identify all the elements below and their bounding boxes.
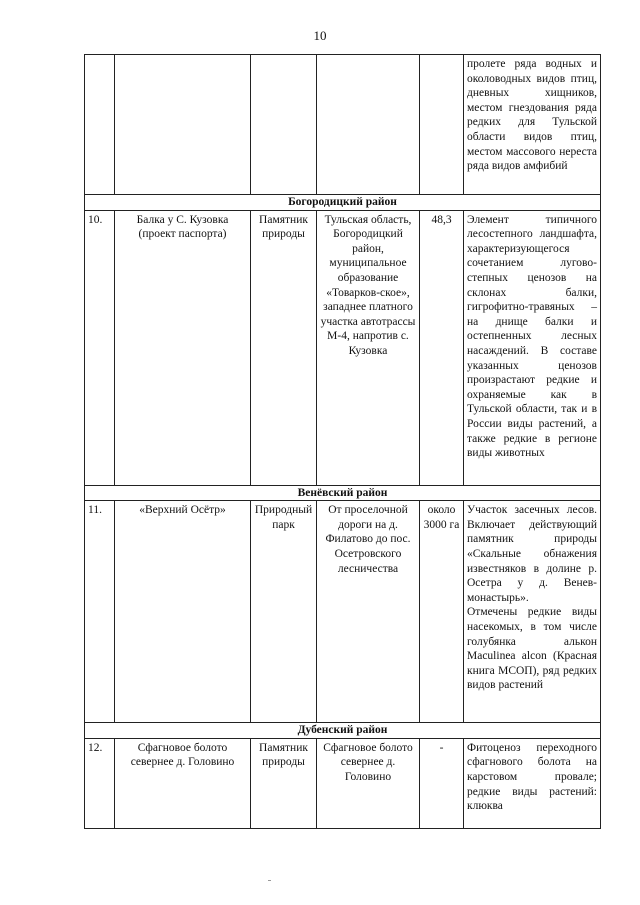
description-cell — [464, 501, 601, 723]
location-cell: От проселочной дороги на д. Филатово до пос. Осетровского лесничества — [317, 501, 420, 723]
area-cell: около 3000 га — [420, 501, 464, 723]
category-cell — [251, 55, 317, 195]
description-paragraph: Отмечены редкие виды насекомых, в том числе голубянка алькон Maculinea alcon (Красная книга МСОП), ряд редких видов растений — [467, 606, 597, 692]
num-cell: 12. — [85, 738, 115, 828]
num-cell: 11. — [85, 501, 115, 723]
protected-areas-table — [84, 54, 601, 829]
description-cell: Фитоценоз переходного сфагнового болота на карстовом провале; редкие виды растений: клюква — [464, 738, 601, 828]
location-cell: Тульская область, Богородицкий район, муниципальное образование «Товарков-ское», западнее платного участка автотрассы М-4, напротив с. Кузовка — [317, 210, 420, 485]
district-header-row — [85, 485, 601, 501]
name-cell: Сфагновое болото севернее д. Головино — [115, 738, 251, 828]
location-cell: Сфагновое болото севернее д. Головино — [317, 738, 420, 828]
district-title: Богородицкий район — [85, 195, 601, 211]
table-row — [85, 738, 601, 828]
page-number: 10 — [313, 28, 327, 43]
district-title: Дубенский район — [85, 723, 601, 739]
description-cell: пролете ряда водных и околоводных видов птиц, дневных хищников, местом гнездования ряда редких для Тульской области видов птиц, местом массового нереста ряда видов амфибий — [464, 55, 601, 195]
description-cell: Элемент типичного лесостепного ландшафта, характеризующегося сочетанием лугово-степных ценозов на склонах балки, гигрофитно-травяных – на днище балки и остепненных лесных насаждений. В составе указанных ценозов произрастают редкие и охраняемые как в Тульской области, так и в России виды растений, а также редкие в регионе виды животных — [464, 210, 601, 485]
district-header-row — [85, 195, 601, 211]
area-cell: - — [420, 738, 464, 828]
table-row — [85, 55, 601, 195]
category-cell: Природный парк — [251, 501, 317, 723]
area-cell — [420, 55, 464, 195]
num-cell — [85, 55, 115, 195]
name-cell — [115, 55, 251, 195]
area-cell: 48,3 — [420, 210, 464, 485]
district-title: Венёвский район — [85, 485, 601, 501]
category-cell: Памятник природы — [251, 210, 317, 485]
table-row — [85, 501, 601, 723]
category-cell: Памятник природы — [251, 738, 317, 828]
location-cell — [317, 55, 420, 195]
table-row — [85, 210, 601, 485]
name-cell: «Верхний Осётр» — [115, 501, 251, 723]
num-cell: 10. — [85, 210, 115, 485]
description-paragraph: Участок засечных лесов. Включает действующий памятник природы «Скальные обнажения известняков в долине р. Осетра у д. Венев-монастырь». — [467, 504, 597, 604]
district-header-row — [85, 723, 601, 739]
scan-speck — [268, 880, 271, 881]
name-cell: Балка у С. Кузовка (проект паспорта) — [115, 210, 251, 485]
